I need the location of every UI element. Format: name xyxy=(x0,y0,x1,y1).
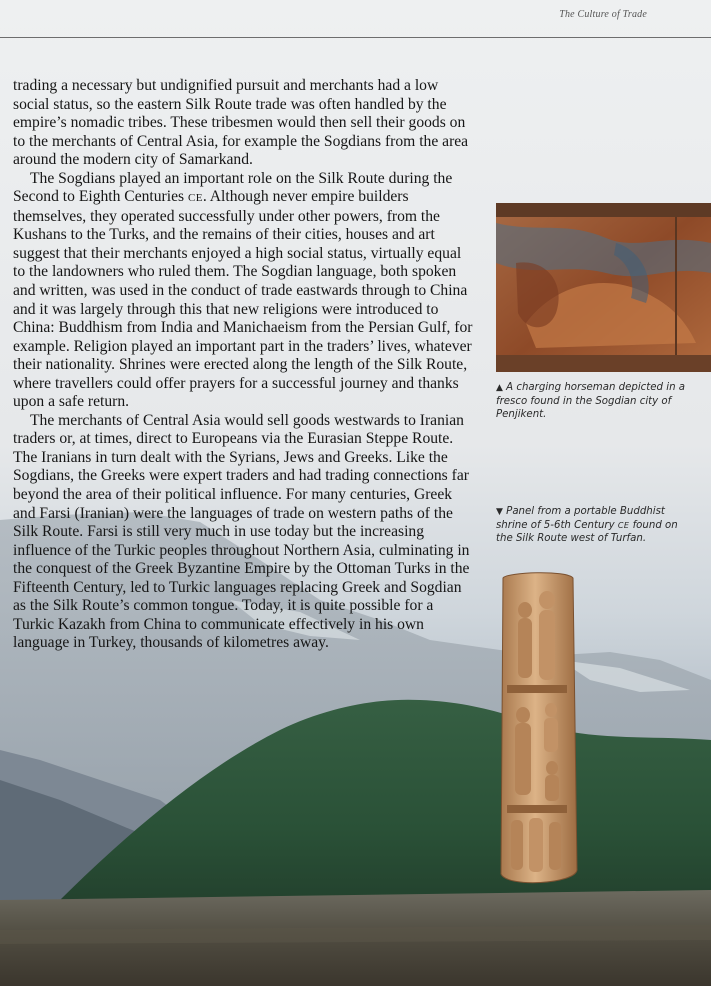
running-head: The Culture of Trade xyxy=(559,9,647,20)
panel-caption xyxy=(496,505,696,545)
body-paragraph xyxy=(13,170,473,412)
header-rule xyxy=(0,37,711,38)
era-abbreviation: CE xyxy=(187,192,203,205)
body-text xyxy=(13,77,473,653)
text-run: . Although never empire builders themselves, they operated successfully under other powers, from the Kushans to the Turks, and the remains of their cities, houses and art suggest that their merchants enjoyed a high social status, virtually equal to the landowners who ruled them. The Sogdian language, both spoken and written, was used in the conduct of trade eastwards through to China and it was largely through this that new religions were introduced to China: Buddhism from India and Manichaeism from the Persian Gulf, for example. Religion played an important part in the traders’ lives, whatever their nationality. Shrines were erected along the length of the Silk Route, where travellers could offer prayers for a successful journey and thanks upon a safe return. xyxy=(13,188,473,411)
fresco-caption-text: A charging horseman depicted in a fresco found in the Sogdian city of Penjikent. xyxy=(496,382,686,420)
panel-caption-text-after: found on the Silk Route west of Turfan. xyxy=(496,520,678,544)
panel-caption-era: CE xyxy=(617,521,630,530)
body-paragraph xyxy=(13,77,473,170)
triangle-down-icon: ▼ xyxy=(496,507,503,517)
text-run: The Sogdians played an important role on the Silk Route during the Second to Eighth Centuries xyxy=(13,169,453,206)
shrine-panel-image xyxy=(497,570,579,890)
text-run: trading a necessary but undignified pursuit and merchants had a low social status, so the eastern Silk Route trade was often handled by the empire’s nomadic tribes. These tribesmen would then sell their goods on to the merchants of Central Asia, for example the Sogdians from the area around the modern city of Samarkand. xyxy=(13,77,469,169)
fresco-image xyxy=(496,203,711,372)
body-paragraph xyxy=(13,412,473,653)
text-run: The merchants of Central Asia would sell goods westwards to Iranian traders or, at times, direct to Europeans via the Eurasian Steppe Route. The Iranians in turn dealt with the Syrians, Jews and Greeks. Like the Sogdians, the Greeks were expert traders and had trading connections far beyond the area of their political influence. For many centuries, Greek and Farsi (Iranian) were the languages of trade on western paths of the Silk Route. Farsi is still very much in use today but the increasing influence of the Turkic peoples throughout Northern Asia, culminating in the conquest of the Greek Byzantine Empire by the Ottoman Turks in the Fifteenth Century, led to Turkic languages replacing Greek and Sogdian as the Silk Route’s common tongue. Today, it is quite possible for a Turkic Kazakh from China to communicate effectively in his own language in Turkey, thousands of kilometres away. xyxy=(13,411,470,652)
triangle-up-icon: ▲ xyxy=(496,383,503,393)
panel-caption-text-before: Panel from a portable Buddhist shrine of 5-6th Century xyxy=(496,506,665,531)
fresco-caption xyxy=(496,381,696,421)
